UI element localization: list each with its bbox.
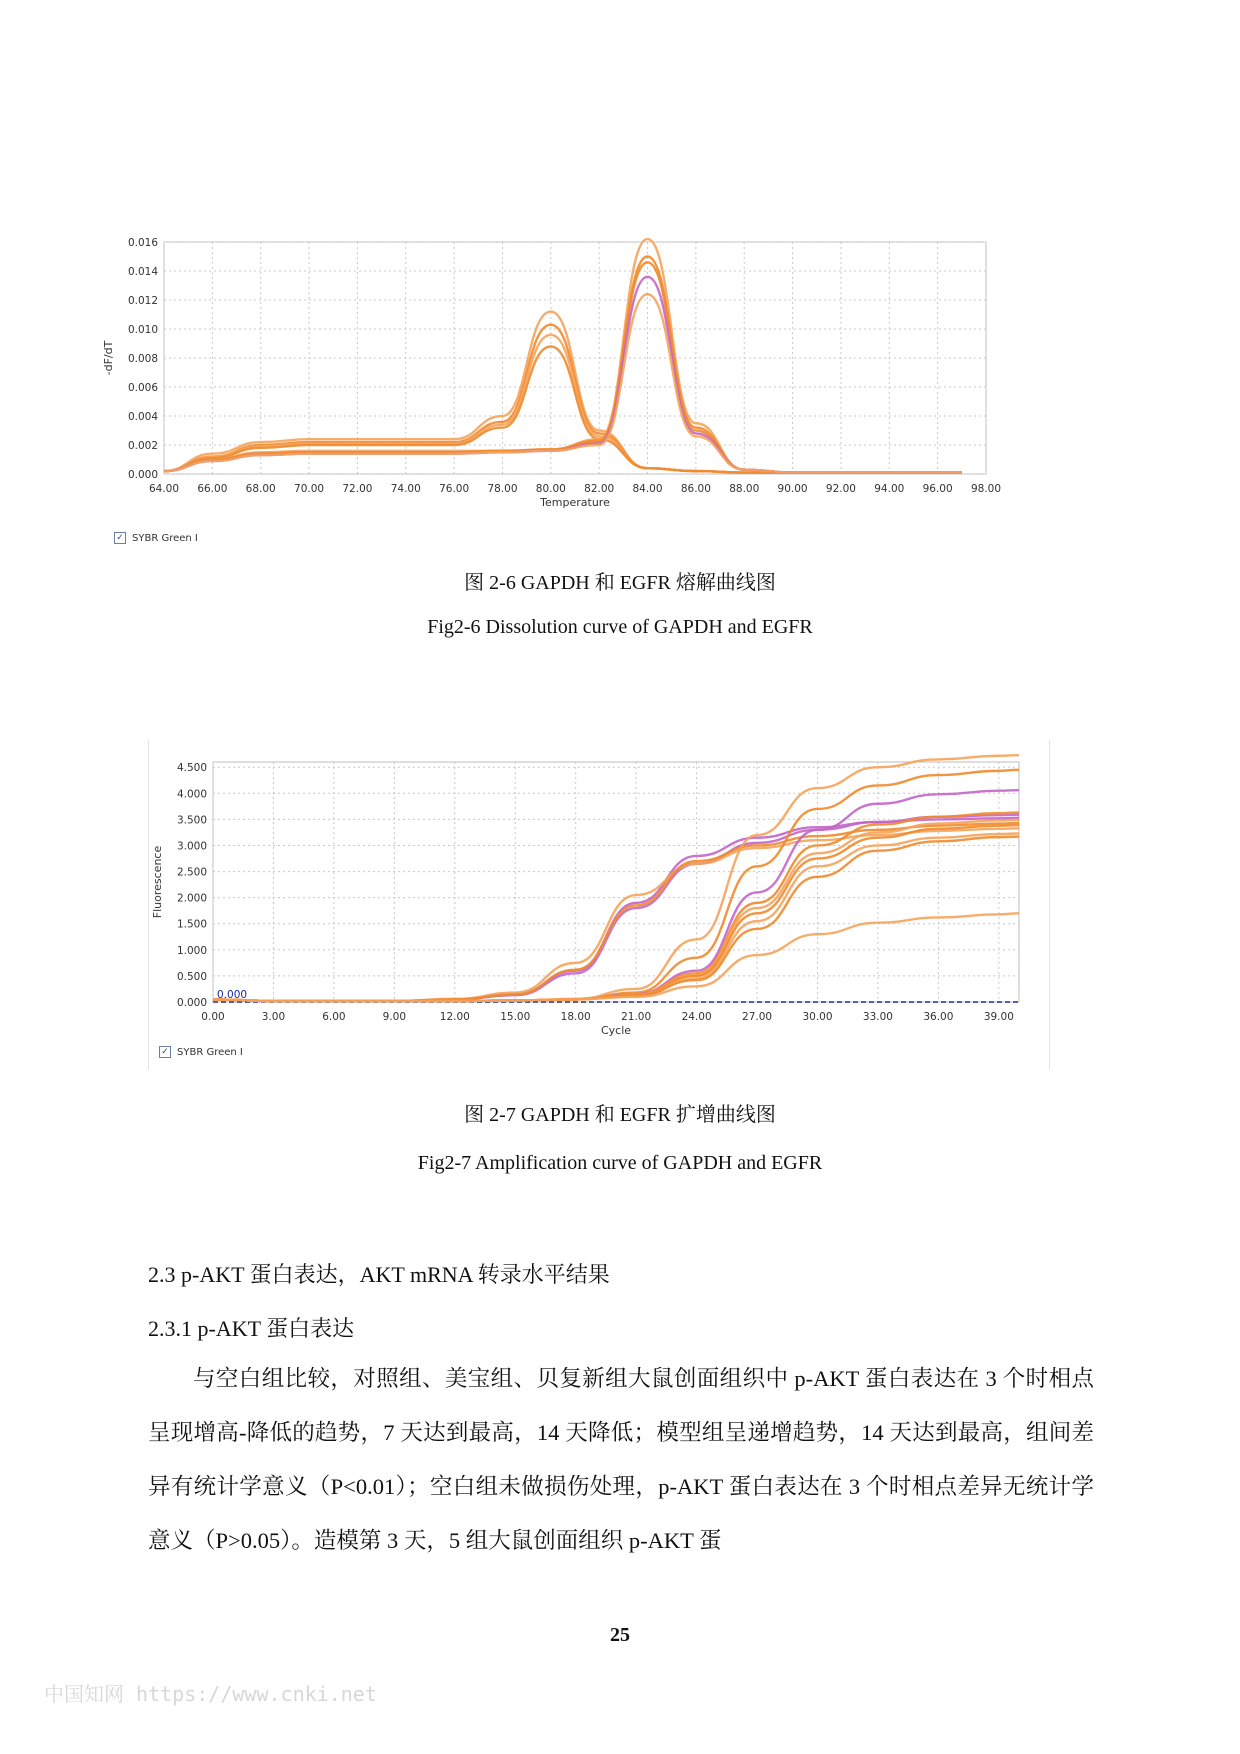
- y-tick-label: 1.000: [176, 944, 207, 957]
- legend-checkbox[interactable]: ✓: [114, 532, 126, 544]
- melt-curve-figure: [102, 232, 1010, 552]
- section-heading: 2.3 p-AKT 蛋白表达，AKT mRNA 转录水平结果: [148, 1262, 610, 1287]
- x-tick-label: 21.00: [621, 1011, 652, 1023]
- x-axis-title: Cycle: [600, 1024, 632, 1037]
- x-tick-label: 12.00: [439, 1011, 470, 1023]
- x-tick-label: 64.00: [148, 483, 180, 495]
- body-paragraph: [148, 1352, 1094, 1568]
- figure2-caption-cn: 图 2-7 GAPDH 和 EGFR 扩增曲线图: [464, 1104, 776, 1126]
- x-tick-label: 27.00: [742, 1011, 773, 1023]
- x-tick-label: 88.00: [729, 483, 760, 495]
- x-tick-label: 66.00: [197, 483, 228, 495]
- y-tick-label: 0.016: [127, 237, 158, 249]
- x-tick-label: 3.00: [261, 1011, 286, 1023]
- x-tick-label: 92.00: [825, 483, 856, 495]
- x-tick-label: 84.00: [632, 483, 663, 495]
- x-tick-label: 18.00: [560, 1011, 591, 1023]
- watermark: 中国知网 https://www.cnki.net: [44, 1682, 377, 1706]
- y-tick-label: 0.008: [127, 353, 158, 365]
- melt-curve-chart: [102, 232, 1010, 532]
- x-tick-label: 98.00: [970, 483, 1002, 495]
- amplification-curve-figure: [148, 740, 1050, 1070]
- x-tick-label: 6.00: [322, 1011, 346, 1023]
- melt-legend: [114, 532, 198, 544]
- y-tick-label: 0.014: [127, 266, 158, 278]
- y-tick-label: 1.500: [176, 918, 207, 931]
- figure2-caption-en: Fig2-7 Amplification curve of GAPDH and EGFR: [417, 1152, 823, 1174]
- x-tick-label: 72.00: [342, 483, 373, 495]
- x-tick-label: 74.00: [390, 483, 421, 495]
- threshold-label: 0.000: [217, 989, 248, 1001]
- x-tick-label: 96.00: [922, 483, 953, 495]
- y-tick-label: 0.004: [127, 411, 158, 423]
- x-tick-label: 39.00: [983, 1011, 1014, 1023]
- y-axis-title: Fluorescence: [151, 845, 164, 919]
- figure1-caption-cn: 图 2-6 GAPDH 和 EGFR 熔解曲线图: [464, 572, 776, 594]
- y-tick-label: 0.500: [176, 970, 207, 983]
- legend-label: SYBR Green I: [177, 1046, 243, 1058]
- y-tick-label: 0.000: [176, 997, 207, 1009]
- x-tick-label: 80.00: [535, 483, 566, 495]
- x-tick-label: 76.00: [439, 483, 470, 495]
- subsection-heading: 2.3.1 p-AKT 蛋白表达: [148, 1316, 355, 1341]
- y-axis-title: -dF/dT: [102, 340, 115, 376]
- y-tick-label: 0.010: [127, 324, 158, 336]
- y-tick-label: 0.012: [127, 295, 158, 307]
- amplification-curve-chart: [149, 740, 1049, 1040]
- x-tick-label: 94.00: [874, 483, 905, 495]
- x-tick-label: 36.00: [923, 1011, 954, 1023]
- figure1-caption-en: Fig2-6 Dissolution curve of GAPDH and EGFR: [427, 616, 813, 638]
- y-tick-label: 0.006: [127, 382, 158, 394]
- amplification-legend: [159, 1046, 243, 1058]
- paragraph-text: 与空白组比较，对照组、美宝组、贝复新组大鼠创面组织中 p-AKT 蛋白表达在 3 个时相点呈现增高-降低的趋势，7 天达到最高，14 天降低；模型组呈递增趋势，14 天达到最高，组间差异有统计学意义（P<0.01）；空白组未做损伤处理，p-AKT 蛋白表达在 3 个时相点差异无统计学意义（P>0.05）。造模第 3 天，5 组大鼠创面组织 p-AKT 蛋: [148, 1366, 1094, 1553]
- x-tick-label: 86.00: [680, 483, 711, 495]
- x-tick-label: 82.00: [584, 483, 615, 495]
- y-tick-label: 4.000: [176, 788, 207, 801]
- y-tick-label: 2.500: [176, 866, 207, 879]
- legend-checkbox[interactable]: ✓: [159, 1046, 171, 1058]
- x-tick-label: 90.00: [777, 483, 808, 495]
- x-tick-label: 30.00: [802, 1011, 833, 1023]
- x-tick-label: 33.00: [862, 1011, 893, 1023]
- y-tick-label: 4.500: [176, 762, 207, 775]
- x-tick-label: 68.00: [245, 483, 276, 495]
- y-tick-label: 0.002: [127, 440, 158, 452]
- page-number: 25: [610, 1624, 630, 1646]
- legend-label: SYBR Green I: [132, 532, 198, 544]
- x-tick-label: 78.00: [487, 483, 518, 495]
- y-tick-label: 3.000: [176, 840, 207, 853]
- y-tick-label: 3.500: [176, 814, 207, 827]
- x-tick-label: 24.00: [681, 1011, 712, 1023]
- x-tick-label: 15.00: [500, 1011, 531, 1023]
- y-tick-label: 0.000: [127, 469, 158, 481]
- x-axis-title: Temperature: [540, 496, 610, 509]
- x-tick-label: 9.00: [382, 1011, 407, 1023]
- x-tick-label: 70.00: [294, 483, 325, 495]
- y-tick-label: 2.000: [176, 892, 207, 905]
- x-tick-label: 0.00: [201, 1011, 225, 1023]
